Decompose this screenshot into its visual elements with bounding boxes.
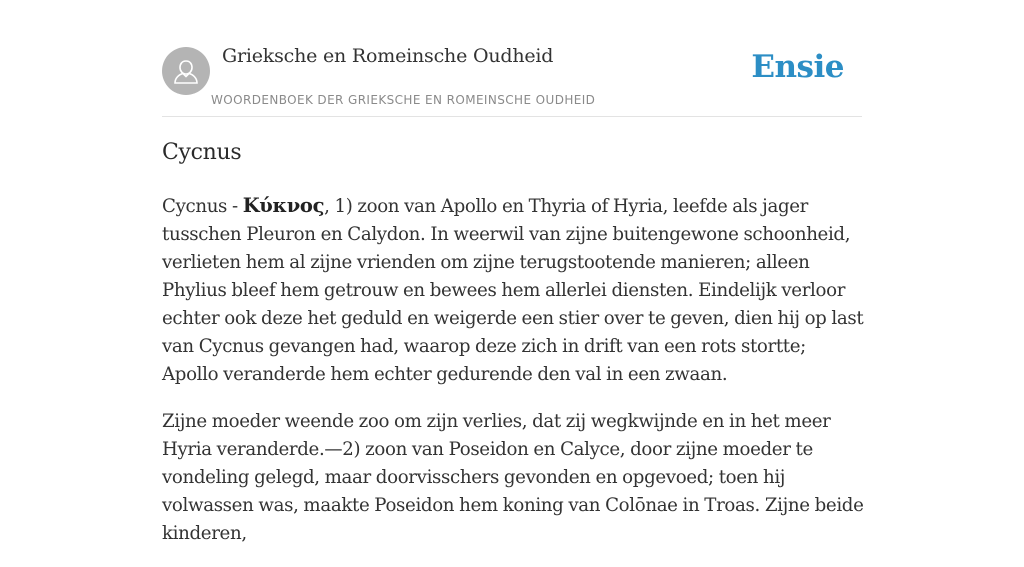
entry-text: , 1) zoon van Apollo en Thyria of Hyria, leefde als jager tusschen Pleuron en Calydon. In weerwil van zijne buitengewone schoonheid, verlieten hem al zijne vrienden om zijne terugstootende manieren; alleen Phylius bleef hem getrouw en bewees hem allerlei diensten. Eindelijk verloor echter ook deze het geduld en weigerde een stier over te geven, dien hij op last van Cycnus gevangen had, waarop deze zich in drift van een rots stortte; Apollo veranderde hem echter gedurende den val in een zwaan. xyxy=(162,196,864,385)
entry-body xyxy=(162,192,866,567)
entry-title: Cycnus xyxy=(162,140,242,165)
greek-term: Κύκνος xyxy=(242,194,325,217)
entry-lead: Cycnus - xyxy=(162,196,243,217)
user-avatar-icon[interactable] xyxy=(162,47,210,95)
entry-paragraph: Zijne moeder weende zoo om zijn verlies, dat zij wegkwijnde en in het meer Hyria veranderde.—2) zoon van Poseidon en Calyce, door zijne moeder te vondeling gelegd, maar doorvisschers gevonden en opgevoed; toen hij volwassen was, maakte Poseidon hem koning van Colōnae in Troas. Zijne beide kinderen, xyxy=(162,411,864,544)
brand-logo-link[interactable]: Ensie xyxy=(751,49,844,85)
site-title[interactable]: Grieksche en Romeinsche Oudheid xyxy=(222,45,554,67)
site-header xyxy=(162,0,862,117)
content-container xyxy=(162,0,864,544)
site-subtitle: WOORDENBOEK DER GRIEKSCHE EN ROMEINSCHE OUDHEID xyxy=(211,93,596,107)
entry-paragraph xyxy=(162,192,866,389)
